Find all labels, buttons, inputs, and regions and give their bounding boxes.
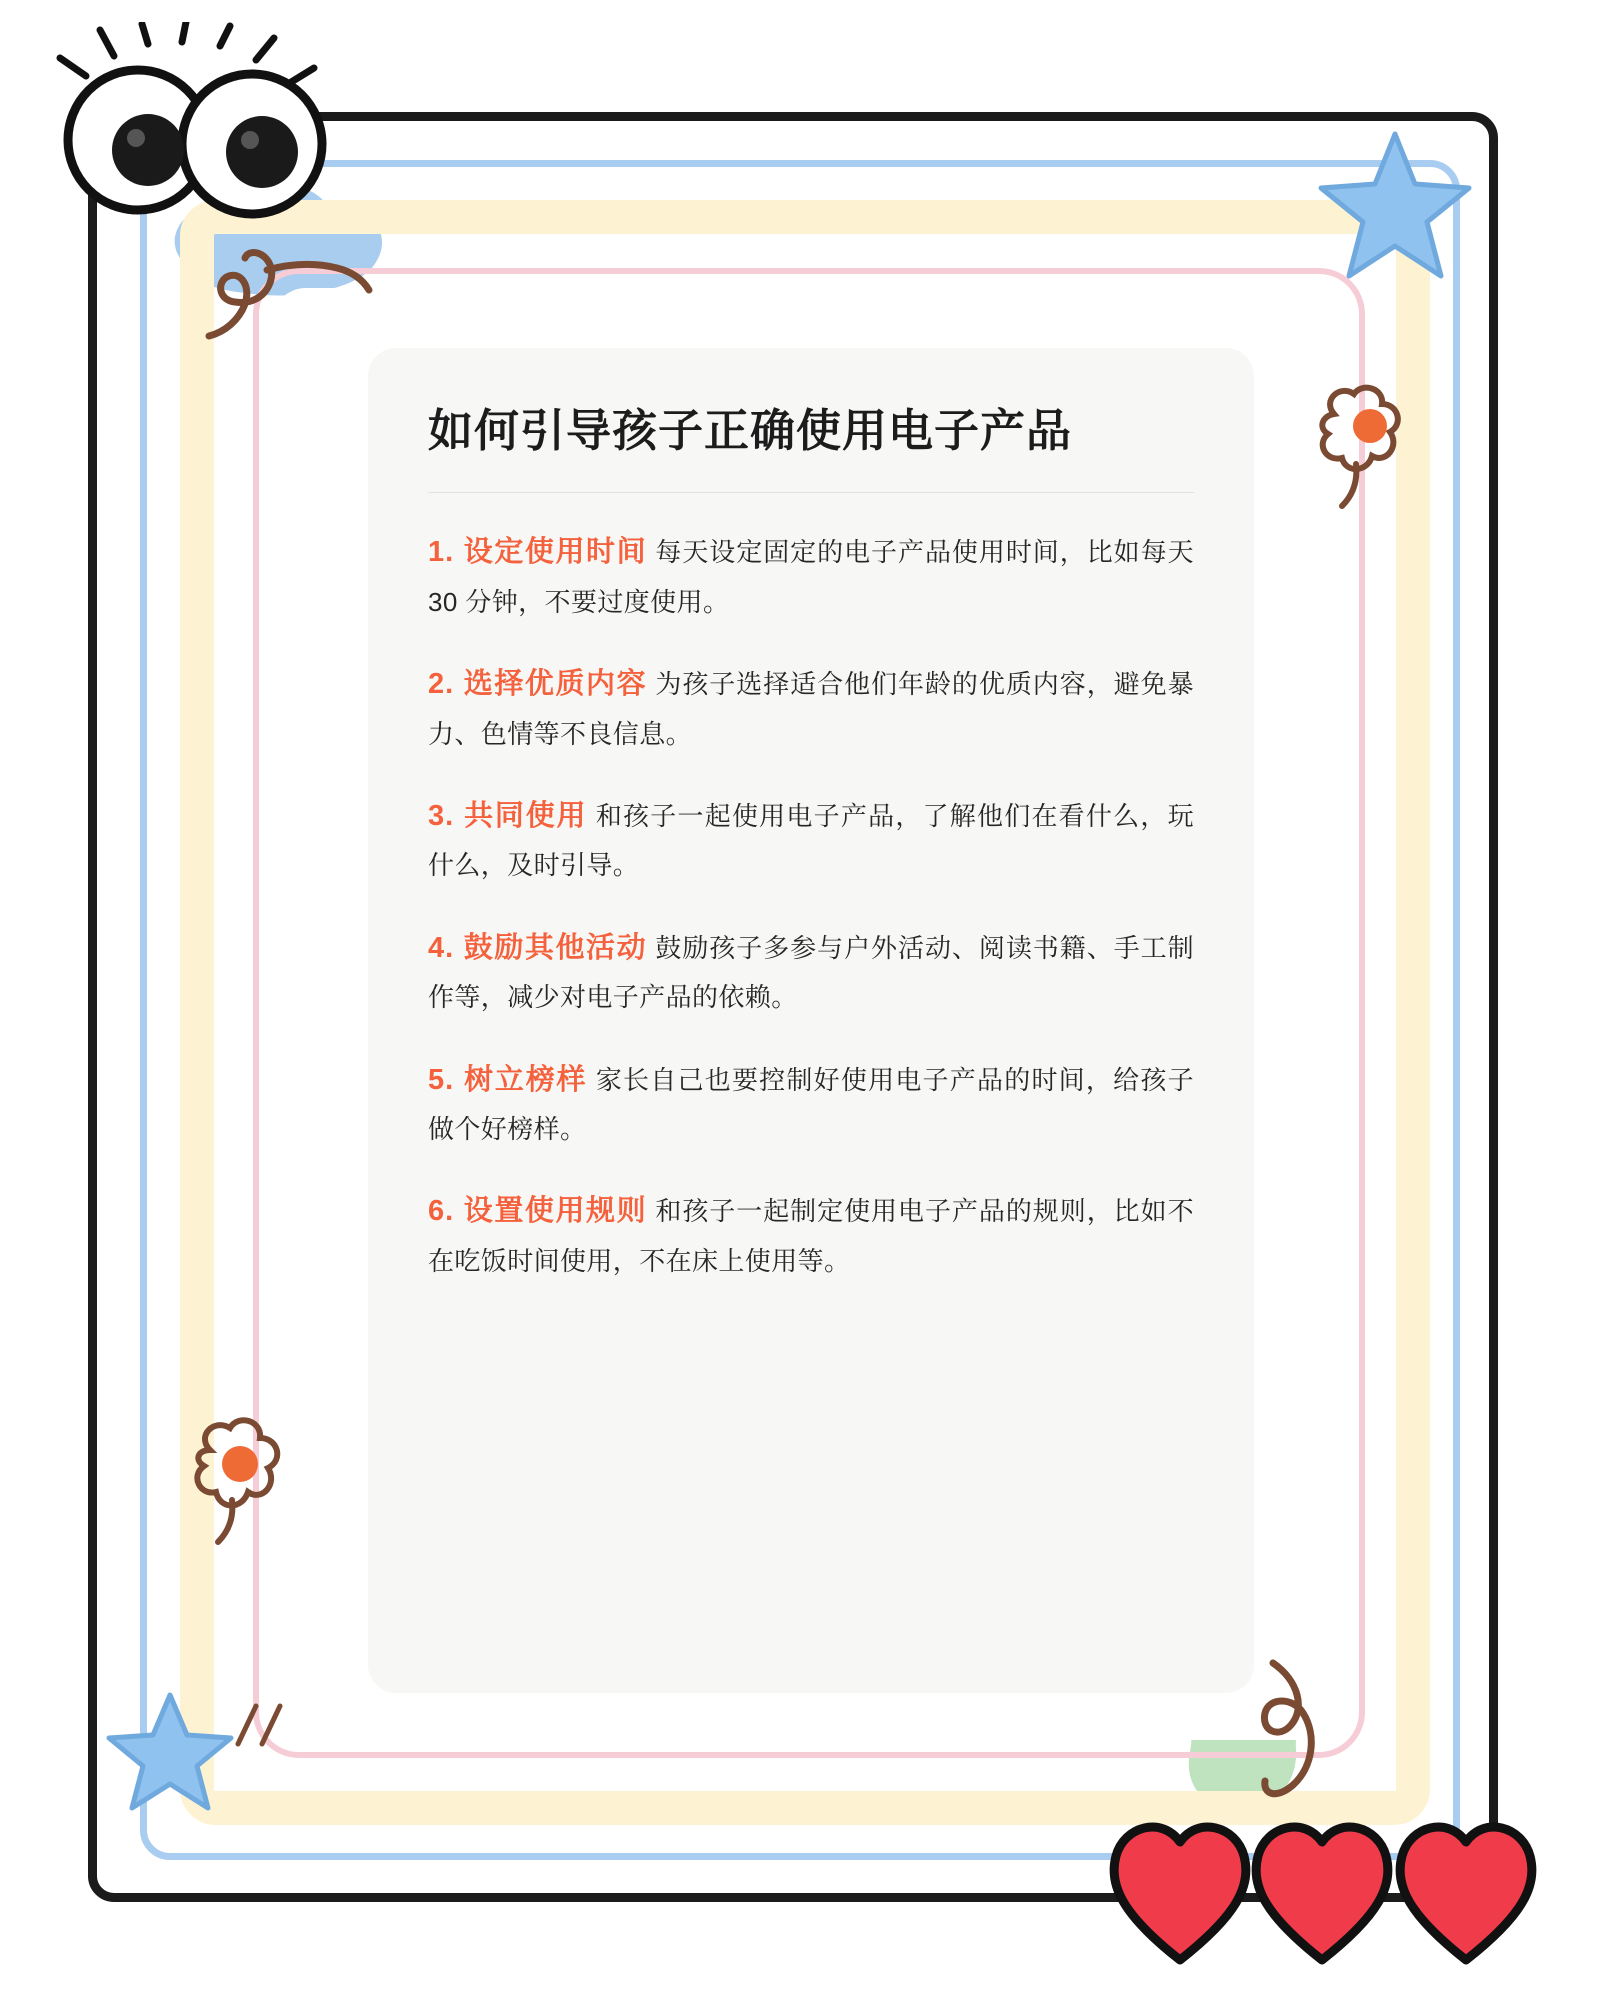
list-item-text: 和孩子一起使用电子产品，了解他们在看什么，玩什么，及时引导。: [428, 800, 1194, 881]
list-item-text: 和孩子一起制定使用电子产品的规则，比如不在吃饭时间使用，不在床上使用等。: [428, 1196, 1194, 1277]
list-item-text: 每天设定固定的电子产品使用时间，比如每天 30 分钟，不要过度使用。: [428, 537, 1194, 617]
title-divider: [428, 492, 1194, 493]
googly-eyes-icon: [30, 22, 340, 237]
page-title: 如何引导孩子正确使用电子产品: [428, 405, 1073, 456]
list-item-text: 为孩子选择适合他们年龄的优质内容，避免暴力、色情等不良信息。: [428, 668, 1194, 749]
list-item: [428, 923, 1194, 1021]
flower-icon: [1300, 380, 1420, 515]
list-item: [428, 1055, 1194, 1153]
list-item: [428, 527, 1194, 625]
list-item-lead: 2. 选择优质内容: [428, 667, 648, 700]
three-hearts-icon: [1100, 1790, 1560, 1975]
list-item-text: 家长自己也要控制好使用电子产品的时间，给孩子做个好榜样。: [428, 1064, 1194, 1145]
brown-squiggle-icon: [205, 240, 375, 355]
blue-star-icon: [105, 1690, 235, 1820]
list-item-lead: 1. 设定使用时间: [428, 536, 648, 569]
list-item-lead: 6. 设置使用规则: [428, 1195, 648, 1228]
list-item-lead: 3. 共同使用: [428, 799, 588, 832]
list-item: [428, 1186, 1194, 1284]
list-item-text: 鼓励孩子多参与户外活动、阅读书籍、手工制作等，减少对电子产品的依赖。: [428, 932, 1194, 1013]
list-item: [428, 791, 1194, 889]
list-item-lead: 5. 树立榜样: [428, 1063, 588, 1096]
list-item-lead: 4. 鼓励其他活动: [428, 931, 648, 964]
flower-icon: [180, 1410, 300, 1550]
blue-star-icon: [1315, 128, 1475, 288]
content-card: [368, 348, 1254, 1693]
tick-marks-icon: [228, 1700, 298, 1755]
list-item: [428, 659, 1194, 757]
